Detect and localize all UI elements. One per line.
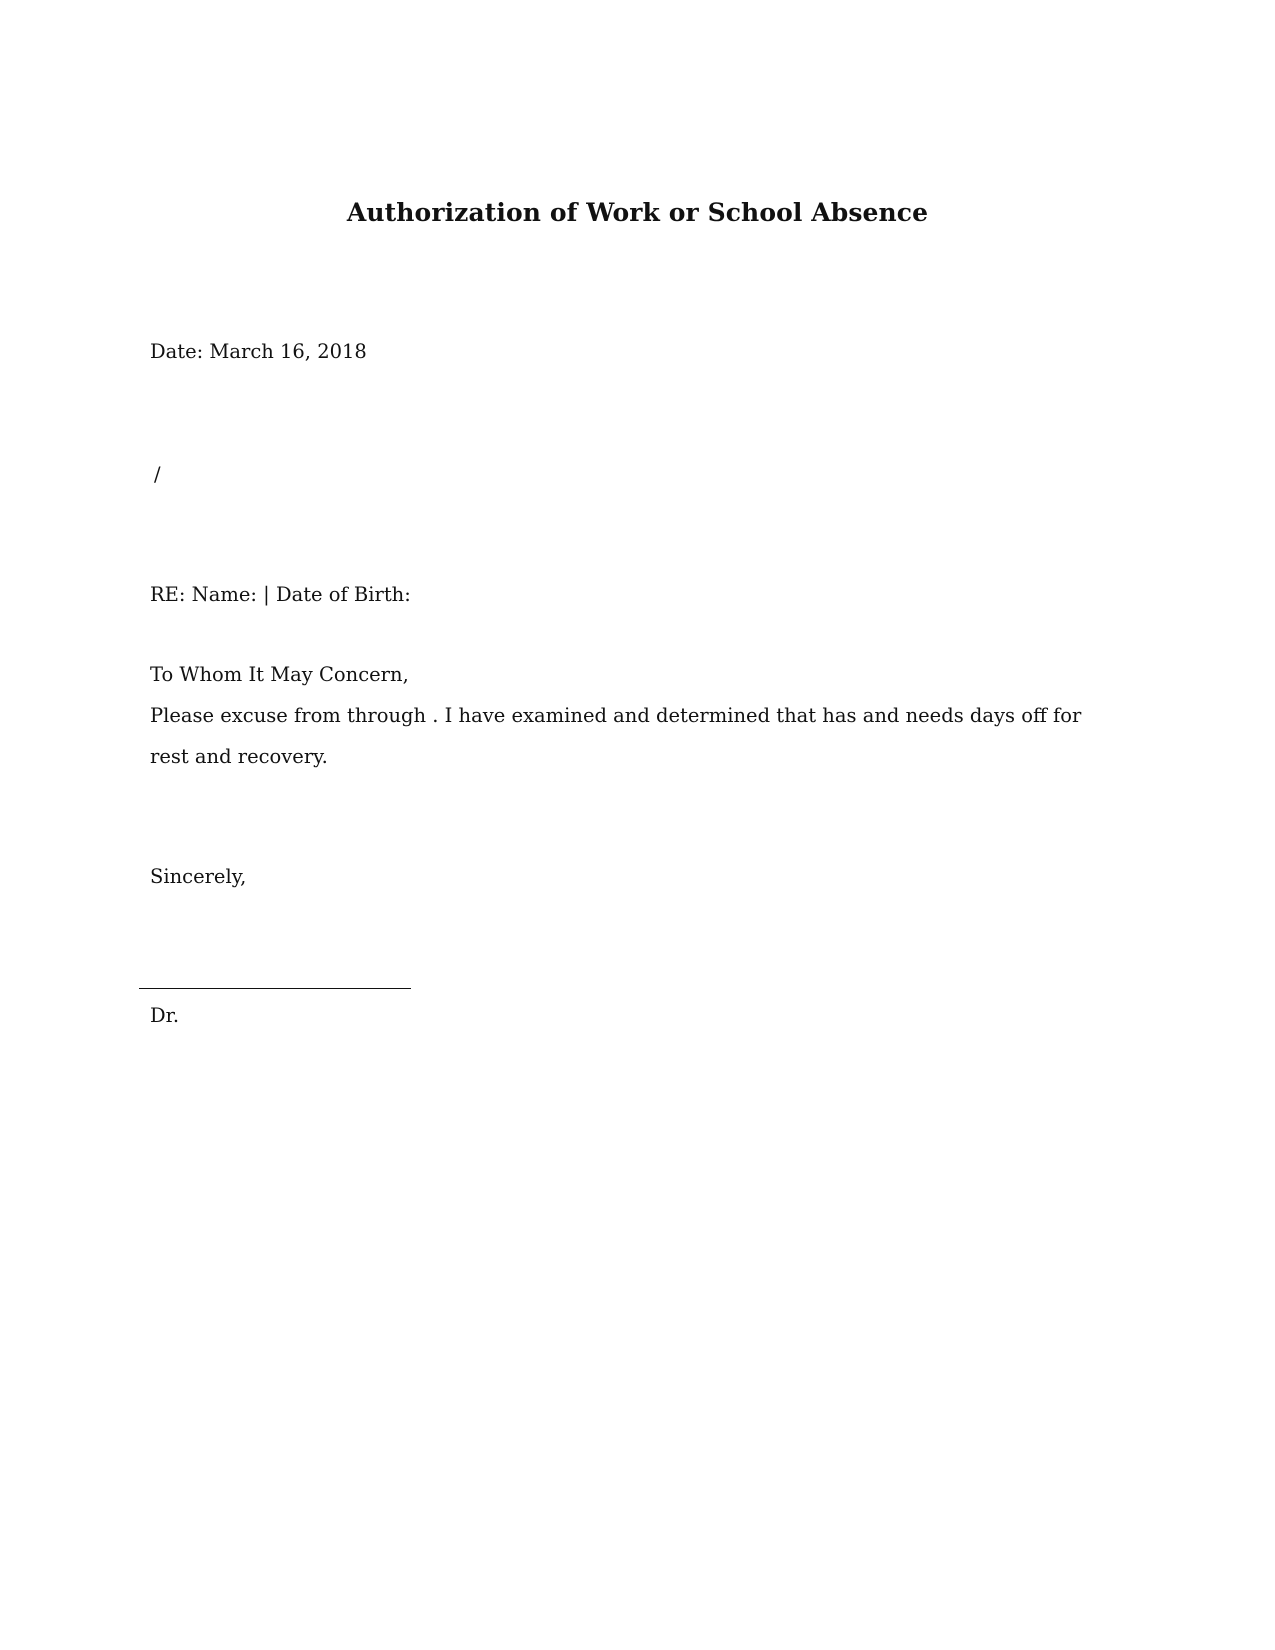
signature-line (139, 988, 411, 989)
body-paragraph: Please excuse from through . I have examined and determined that has and needs days off for rest and recovery. (150, 704, 1082, 768)
date-line: Date: March 16, 2018 (150, 340, 367, 363)
closing: Sincerely, (150, 865, 247, 888)
slash-line: / (154, 463, 161, 486)
signer-name: Dr. (150, 1004, 180, 1027)
salutation: To Whom It May Concern, (150, 663, 409, 686)
document-title: Authorization of Work or School Absence (346, 198, 929, 227)
re-line: RE: Name: | Date of Birth: (150, 583, 411, 606)
